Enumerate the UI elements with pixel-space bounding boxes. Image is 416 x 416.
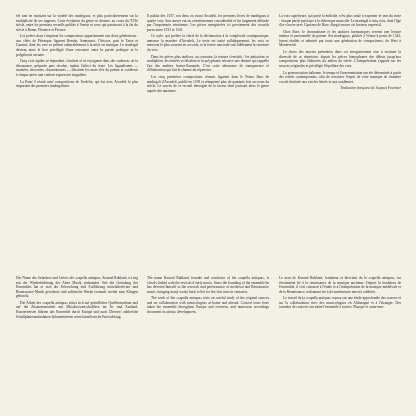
paragraph: Chez Rore, le chromatisme et les audaces harmoniques servent une lecture intense et personnelle du poème. Ses madrigaux, publiés à Venise à partir de 1542, furent étudiés et admirés par toute une génération de compositeurs, de Wert à Monteverdi. xyxy=(279,29,401,48)
paragraph: La voix supérieure, qui porte la mélodie, n'est plus seule à exprimer le sens du texte : chaque partie participe à la rhétorique musicale. Le madrigal à cinq voix, dont l'âge d'or s'ouvre avec Cipriano de Rore, élargit encore cet horizon expressif. xyxy=(279,14,401,28)
paragraph: Le choix des œuvres présentées dans cet enregistrement vise à restituer la diversité de ce répertoire, depuis les pièces homophones des débuts jusqu'aux compositions plus élaborées du milieu du siècle. L'interprétation s'appuie sur les sources originales et privilégie l'équilibre des voix. xyxy=(279,50,401,68)
french-text-column-middle xyxy=(147,14,269,274)
paragraph: Cinq voix égales se répondent, s'imitent et se rejoignent dans des cadences où la dissonance, préparée puis résolue, traduit l'affect du texte. Les figuralismes — montées, descentes, chromatismes — illustrent les mots clés du poème et confèrent à chaque pièce une couleur expressive singulière. xyxy=(16,59,138,77)
english-biography-column xyxy=(147,276,269,406)
paragraph: Dans les pièces plus tardives, au contraire, la texture s'enrichit : les imitations se multiplient, les entrées se décalent et la polyphonie retrouve une densité qui rappelle l'art des maîtres franco-flamands. C'est cette alternance de transparence et d'élaboration qui fait le charme du répertoire. xyxy=(147,54,269,73)
french-biography-column xyxy=(279,276,401,406)
paragraph: Le travail de la «capella antiqua» repose sur une étude approfondie des sources et sur la collaboration avec des musicologues en Allemagne et à l'étranger. Des tournées de concerts ont mené l'ensemble à travers l'Europe et outre-mer. xyxy=(279,296,401,310)
translation-credit: Traduction française de Jacques Fournier xyxy=(340,86,401,91)
paragraph: The work of the «capella antiqua» rests on careful study of the original sources and on collaboration with musicologists at home and abroad. Concert tours have taken the ensemble throughout Europe and overseas, and numerous recordings document its artistic development. xyxy=(147,296,269,315)
paragraph: Les cinq premières compositions réunies figurent dans le Primo libro de madrigali d'Arcadelt, publié en 1539 et réimprimé plus de quarante fois au cours du siècle. Le succès de ce recueil témoigne de la faveur dont jouissait alors le genre auprès des amateurs. xyxy=(147,75,269,93)
paragraph: Die Arbeit der «capella antiqua» stützt sich auf gründliches Quellenstudium und auf die Zusammenarbeit mit Musikwissenschaftlern im In- und Ausland. Konzertreisen führten das Ensemble durch Europa und nach Übersee; zahlreiche Schallplattenaufnahmen dokumentieren seine künstlerische Entwicklung. xyxy=(16,300,138,319)
paragraph: La prononciation italienne, le tempo et l'ornementation ont été déterminés à partir des traités contemporains, afin de retrouver l'esprit de cette musique de chambre vocale destinée aux cercles lettrés et aux académies. xyxy=(279,70,401,84)
french-text-column-right xyxy=(279,14,401,272)
french-text-column-left xyxy=(16,14,138,260)
paragraph: été tout en insistant sur la variété des madrigaux, et plus particulièrement sur la multiplicité de ses rapports. Cette évolution du genre se dessine, au cours du XVIe siècle, entre les premiers recueils publiés à Venise et ceux qui paraissent à la fin du siècle à Rome, Florence et Ferrare. xyxy=(16,14,138,32)
german-biography-column xyxy=(16,276,138,406)
paragraph: Ce style, qui préfère la clarté de la déclamation à la complexité contrapuntique, annonce la manière d'Arcadelt. Le texte est traité syllabiquement, les voix se meuvent le plus souvent en accords, et la forme musicale suit fidèlement la structure du vers. xyxy=(147,34,269,53)
paragraph: La Parte 2 réunit neuf compositions de Verdelot, qui fut avec Arcadelt le plus important des premiers madrigalistes. xyxy=(16,79,138,89)
paragraph: Les poètes dont s'inspirent les compositeurs appartiennent aux deux générations : aux côtés de Pétrarque figurent Bembo, Sannazaro, l'Arioste, puis le Tasse et Guarini, dont les vers se prêtent admirablement à la mise en musique. Le madrigal devient ainsi le lieu privilégié d'une rencontre entre la parole poétique et la polyphonie savante. xyxy=(16,34,138,57)
paragraph: Der Name des Gründers und Leiters der «capella antiqua», Konrad Ruhland, ist eng mit der Wiederbelebung der Alten Musik verbunden. Seit der Gründung des Ensembles hat er sich der Erforschung und Aufführung mittelalterlicher und Renaissance-Musik gewidmet und zahlreiche Werke erstmals wieder zum Klingen gebracht. xyxy=(16,276,138,299)
paragraph: The name Konrad Ruhland, founder and conductor of the «capella antiqua», is closely linked with the revival of early music. Since the founding of the ensemble he has devoted himself to the research and performance of medieval and Renaissance music, bringing many works back to life for the first time in centuries. xyxy=(147,276,269,294)
paragraph: Il publia dès 1537, son deux ou avant Arcadelt, les premiers livres de madrigaux à quatre voix. Son œuvre eut un retentissement considérable et fut largement diffusée par l'imprimerie vénitienne. Les pièces enregistrées ici proviennent des recueils parus entre 1533 et 1541. xyxy=(147,14,269,32)
paragraph: Le nom de Konrad Ruhland, fondateur et directeur de la «capella antiqua», est étroitement lié à la renaissance de la musique ancienne. Depuis la fondation de l'ensemble, il s'est consacré à l'étude et à l'interprétation de la musique médiévale et de la Renaissance, redonnant vie à de nombreuses œuvres oubliées. xyxy=(279,276,401,294)
